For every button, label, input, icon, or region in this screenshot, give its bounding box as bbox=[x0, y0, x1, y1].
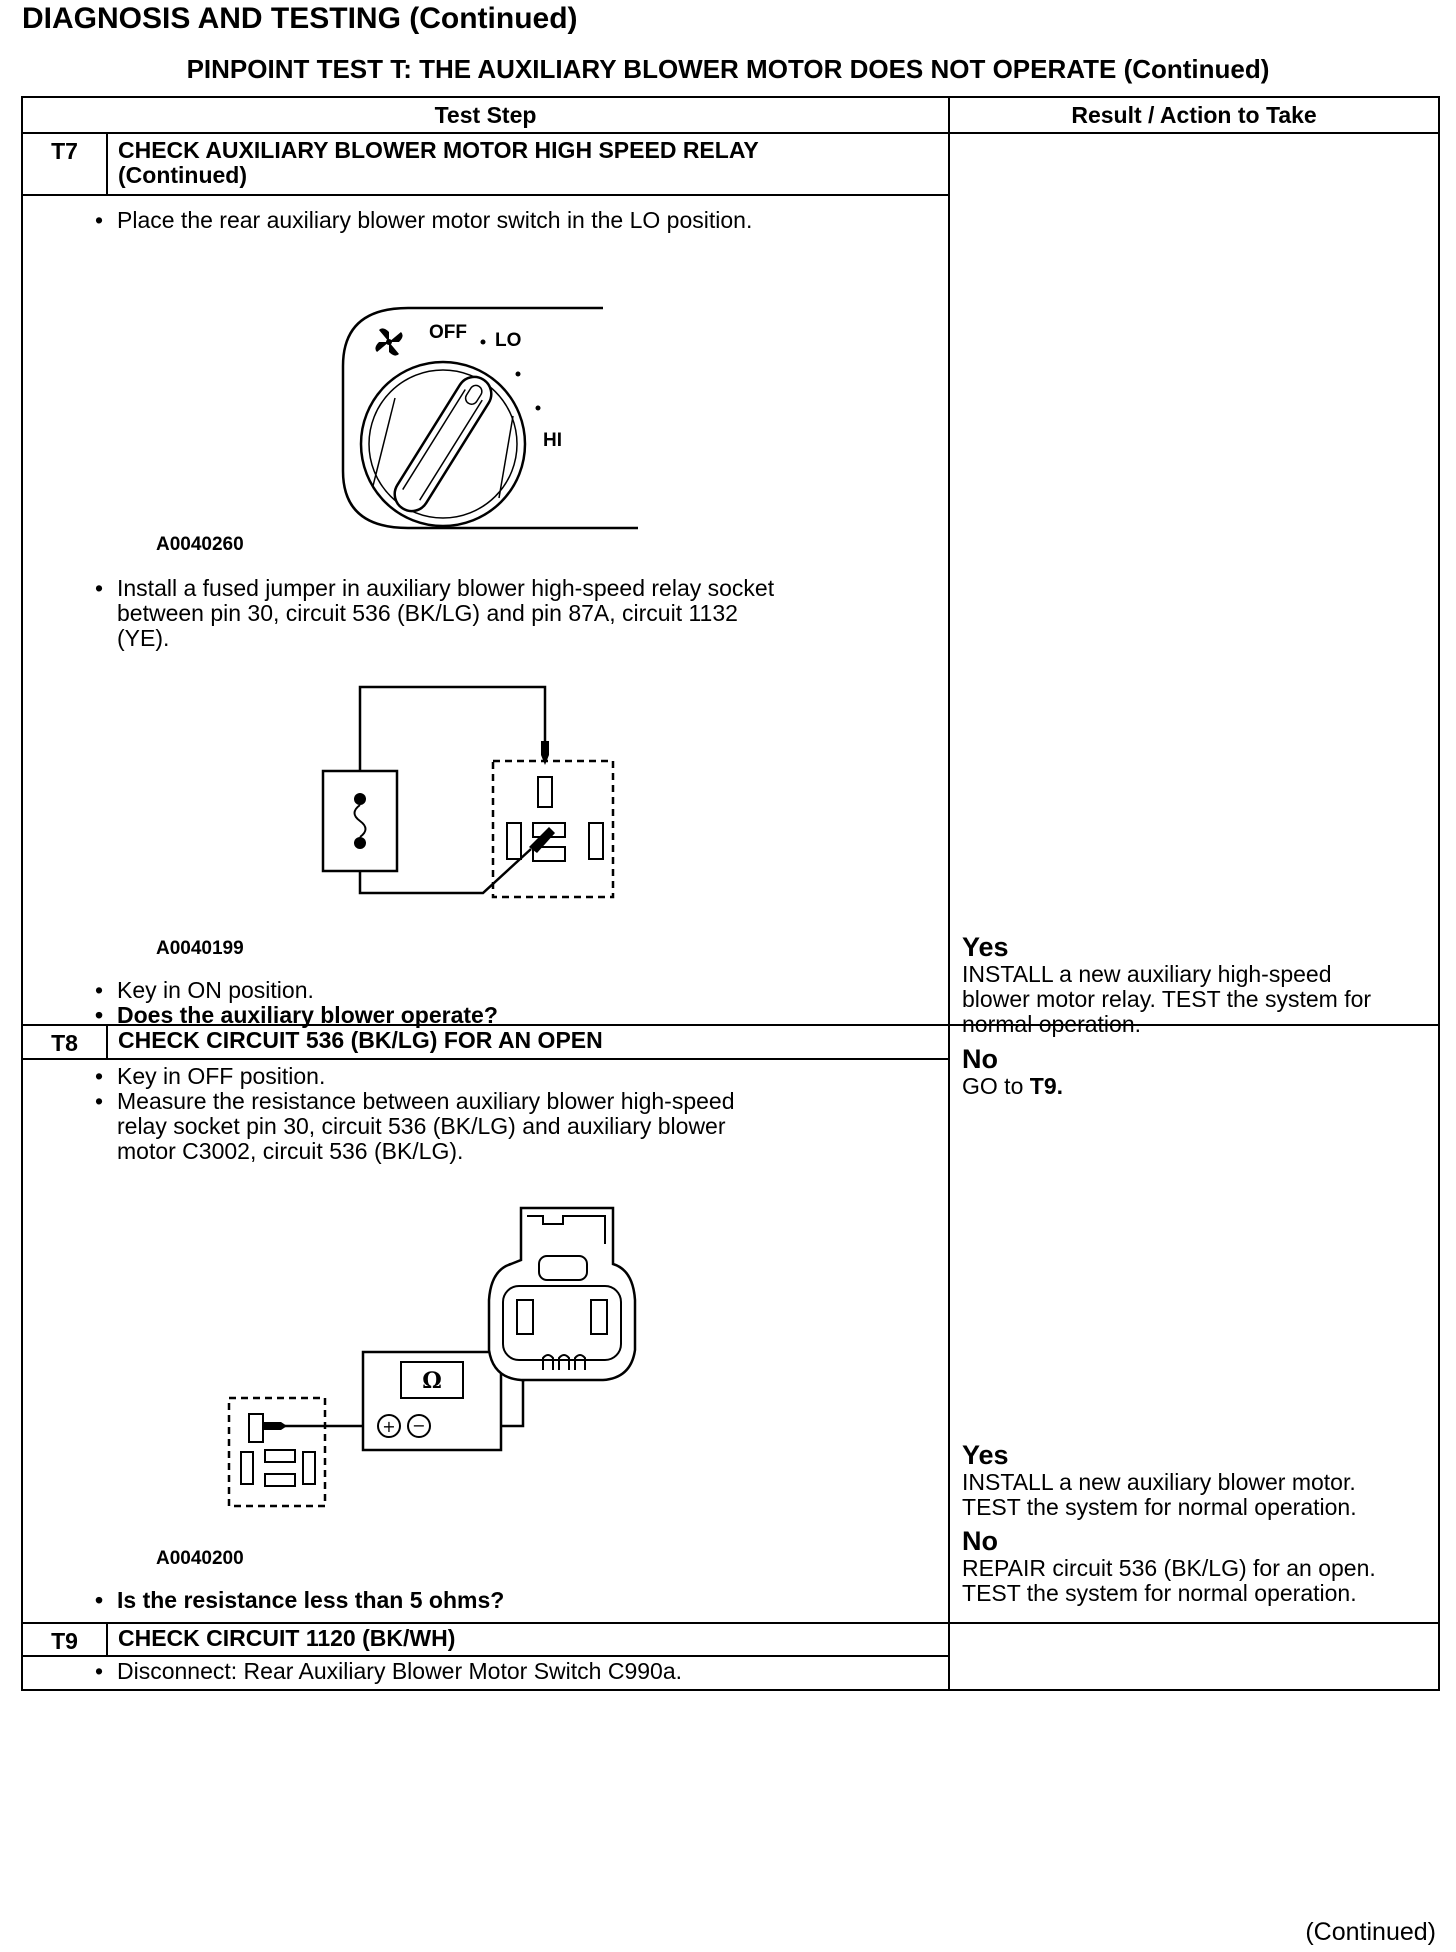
yes-label: Yes bbox=[962, 1440, 1009, 1470]
yes-text-line: normal operation. bbox=[962, 1011, 1142, 1037]
step-body-t8 bbox=[22, 1059, 949, 1623]
pinpoint-test-table bbox=[21, 96, 1440, 1691]
pinpoint-test-title: PINPOINT TEST T: THE AUXILIARY BLOWER MOTOR DOES NOT OPERATE (Continued) bbox=[186, 54, 1270, 84]
step-body-t7 bbox=[22, 195, 949, 1028]
switch-detent-dot bbox=[481, 340, 486, 345]
switch-knob bbox=[361, 362, 525, 526]
result-t7-yes bbox=[962, 932, 1442, 1037]
fused-jumper-figure bbox=[293, 681, 653, 911]
step-body-t9 bbox=[22, 1656, 949, 1690]
step-number-t7: T7 bbox=[22, 133, 107, 195]
col-header-test-step: Test Step bbox=[22, 97, 949, 133]
step-title-t7 bbox=[107, 133, 949, 195]
instruction-question: • Is the resistance less than 5 ohms? bbox=[117, 1588, 917, 1613]
instruction-bullet bbox=[117, 1089, 917, 1164]
no-text-line: TEST the system for normal operation. bbox=[962, 1580, 1357, 1606]
fuse-box bbox=[323, 771, 397, 871]
page-title: DIAGNOSIS AND TESTING (Continued) bbox=[22, 2, 578, 35]
result-t8-no bbox=[962, 1526, 1442, 1606]
ohmmeter bbox=[363, 1352, 501, 1450]
instruction-line: (YE). bbox=[117, 625, 170, 651]
relay-socket bbox=[229, 1398, 325, 1506]
no-step-ref: T9. bbox=[1029, 1073, 1063, 1099]
instruction-bullet: • Disconnect: Rear Auxiliary Blower Motor Switch C990a. bbox=[117, 1659, 917, 1684]
fan-icon bbox=[375, 328, 402, 355]
plus-icon: + bbox=[382, 1417, 396, 1436]
instruction-bullet: • Place the rear auxiliary blower motor switch in the LO position. bbox=[117, 208, 917, 233]
yes-text-line: INSTALL a new auxiliary high-speed bbox=[962, 961, 1332, 987]
yes-text-line: INSTALL a new auxiliary blower motor. bbox=[962, 1469, 1356, 1495]
minus-icon: − bbox=[412, 1416, 426, 1435]
probe-tip bbox=[263, 1422, 287, 1430]
ohmmeter-figure bbox=[203, 1200, 763, 1540]
instruction-question: • Does the auxiliary blower operate? bbox=[117, 1003, 917, 1028]
ohm-symbol: Ω bbox=[422, 1368, 442, 1394]
step-title-t9: CHECK CIRCUIT 1120 (BK/WH) bbox=[107, 1623, 949, 1656]
switch-label-hi: HI bbox=[543, 430, 562, 451]
result-t9 bbox=[949, 1623, 1439, 1690]
step-number-t8: T8 bbox=[22, 1025, 107, 1059]
instruction-line: • Measure the resistance between auxiliary blower high-speed bbox=[117, 1088, 735, 1114]
step-number-t9: T9 bbox=[22, 1623, 107, 1656]
step-title-t7-line2: (Continued) bbox=[118, 162, 248, 188]
instruction-line: • Install a fused jumper in auxiliary blower high-speed relay socket bbox=[117, 575, 775, 601]
no-text-line: REPAIR circuit 536 (BK/LG) for an open. bbox=[962, 1555, 1376, 1581]
no-label: No bbox=[962, 1526, 999, 1556]
instruction-bullet: • Key in OFF position. bbox=[117, 1064, 917, 1089]
col-header-result: Result / Action to Take bbox=[949, 97, 1439, 133]
yes-label: Yes bbox=[962, 932, 1009, 962]
instruction-bullet bbox=[117, 576, 917, 651]
result-t8-yes bbox=[962, 1440, 1442, 1520]
switch-detent-dot bbox=[516, 372, 521, 377]
blower-switch-figure bbox=[313, 286, 653, 566]
instruction-line: relay socket pin 30, circuit 536 (BK/LG) and auxiliary blower bbox=[117, 1113, 726, 1139]
step-title-t7-line1: CHECK AUXILIARY BLOWER MOTOR HIGH SPEED RELAY bbox=[118, 137, 759, 163]
switch-detent-dot bbox=[536, 406, 541, 411]
step-title-t8: CHECK CIRCUIT 536 (BK/LG) FOR AN OPEN bbox=[107, 1025, 949, 1059]
result-t8 bbox=[949, 1025, 1439, 1623]
switch-label-off: OFF bbox=[429, 322, 467, 343]
continued-label: (Continued) bbox=[1305, 1918, 1436, 1946]
blower-motor-connector bbox=[489, 1208, 635, 1380]
instruction-line: motor C3002, circuit 536 (BK/LG). bbox=[117, 1138, 464, 1164]
figure-caption: A0040260 bbox=[156, 534, 244, 555]
result-t7 bbox=[949, 133, 1439, 1099]
figure-caption: A0040200 bbox=[156, 1548, 244, 1569]
instruction-bullet: • Key in ON position. bbox=[117, 978, 917, 1003]
instruction-line: between pin 30, circuit 536 (BK/LG) and pin 87A, circuit 1132 bbox=[117, 600, 738, 626]
yes-text-line: blower motor relay. TEST the system for bbox=[962, 986, 1372, 1012]
yes-text-line: TEST the system for normal operation. bbox=[962, 1494, 1357, 1520]
no-text-prefix: GO to bbox=[962, 1073, 1030, 1099]
relay-socket bbox=[493, 761, 613, 897]
figure-caption: A0040199 bbox=[156, 938, 244, 959]
switch-label-lo: LO bbox=[495, 330, 522, 351]
no-label: No bbox=[962, 1044, 999, 1074]
